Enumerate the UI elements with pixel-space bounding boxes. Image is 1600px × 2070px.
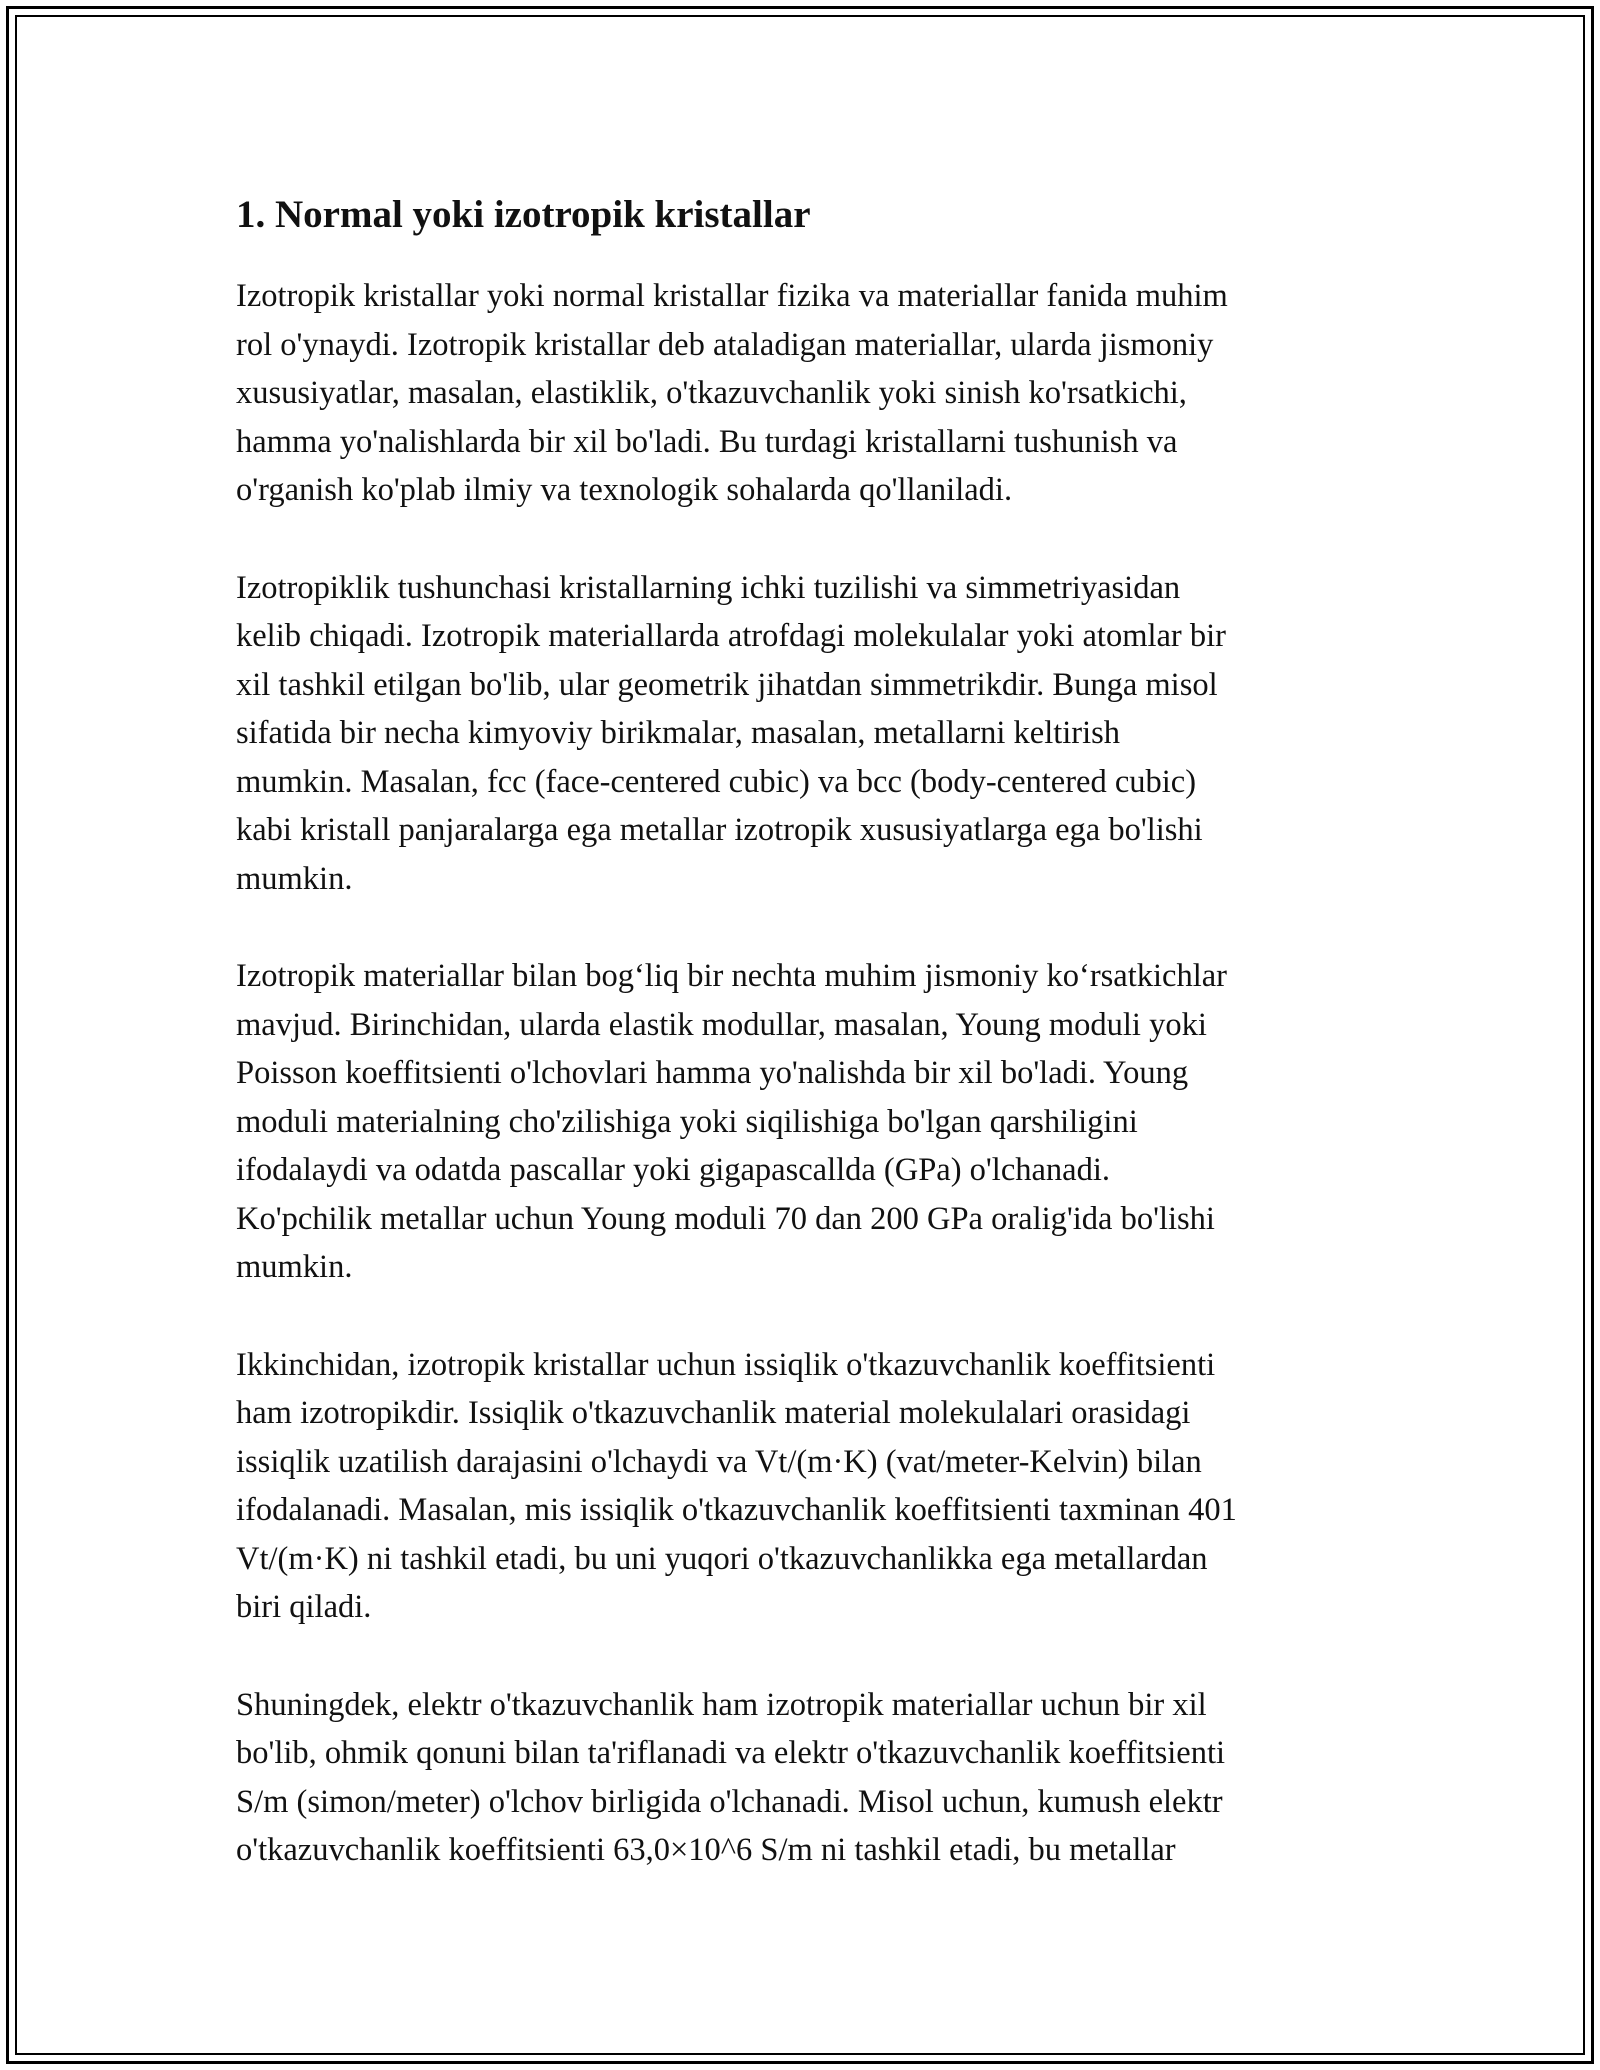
- paragraph-elastic-moduli: Izotropik materiallar bilan bog‘liq bir nechta muhim jismoniy ko‘rsatkichlar mavjud. Birinchidan, ularda elastik modullar, masalan, Young moduli yoki Poisson koeffitsienti o'lchovlari hamma yo'nalishda bir xil bo'ladi. Young moduli materialning cho'zilishiga yoki siqilishiga bo'lgan qarshiligini ifodalaydi va odatda pascallar yoki gigapascallda (GPa) o'lchanadi. Ko'pchilik metallar uchun Young moduli 70 dan 200 GPa oralig'ida bo'lishi mumkin.: [236, 958, 1227, 1285]
- section-heading: 1. Normal yoki izotropik kristallar: [236, 193, 811, 236]
- document-body: [236, 188, 1366, 1924]
- paragraph-isotropy-concept: Izotropiklik tushunchasi kristallarning ichki tuzilishi va simmetriyasidan kelib chiqadi. Izotropik materiallarda atrofdagi molekulalar yoki atomlar bir xil tashkil etilgan bo'lib, ular geometrik jihatdan simmetrikdir. Bunga misol sifatida bir necha kimyoviy birikmalar, masalan, metallarni keltirish mumkin. Masalan, fcc (face-centered cubic) va bcc (body-centered cubic) kabi kristall panjaralarga ega metallar izotropik xususiyatlarga ega bo'lishi mumkin.: [236, 569, 1226, 897]
- paragraph-thermal-conductivity: Ikkinchidan, izotropik kristallar uchun issiqlik o'tkazuvchanlik koeffitsienti ham izotropikdir. Issiqlik o'tkazuvchanlik material molekulalari orasidagi issiqlik uzatilish darajasini o'lchaydi va Vt/(m·K) (vat/meter-Kelvin) bilan ifodalanadi. Masalan, mis issiqlik o'tkazuvchanlik koeffitsienti taxminan 401 Vt/(m·K) ni tashkil etadi, bu uni yuqori o'tkazuvchanlikka ega metallardan biri qiladi.: [236, 1346, 1237, 1625]
- paragraph-intro: Izotropik kristallar yoki normal kristallar fizika va materiallar fanida muhim rol o'ynaydi. Izotropik kristallar deb ataladigan materiallar, ularda jismoniy xususiyatlar, masalan, elastiklik, o'tkazuvchanlik yoki sinish ko'rsatkichi, hamma yo'nalishlarda bir xil bo'ladi. Bu turdagi kristallarni tushunish va o'rganish ko'plab ilmiy va texnologik sohalarda qo'llaniladi.: [236, 278, 1228, 508]
- paragraph-electrical-conductivity: Shuningdek, elektr o'tkazuvchanlik ham izotropik materiallar uchun bir xil bo'lib, ohmik qonuni bilan ta'riflanadi va elektr o'tkazuvchanlik koeffitsienti S/m (simon/meter) o'lchov birligida o'lchanadi. Misol uchun, kumush elektr o'tkazuvchanlik koeffitsienti 63,0×10^6 S/m ni tashkil etadi, bu metallar: [236, 1686, 1226, 1868]
